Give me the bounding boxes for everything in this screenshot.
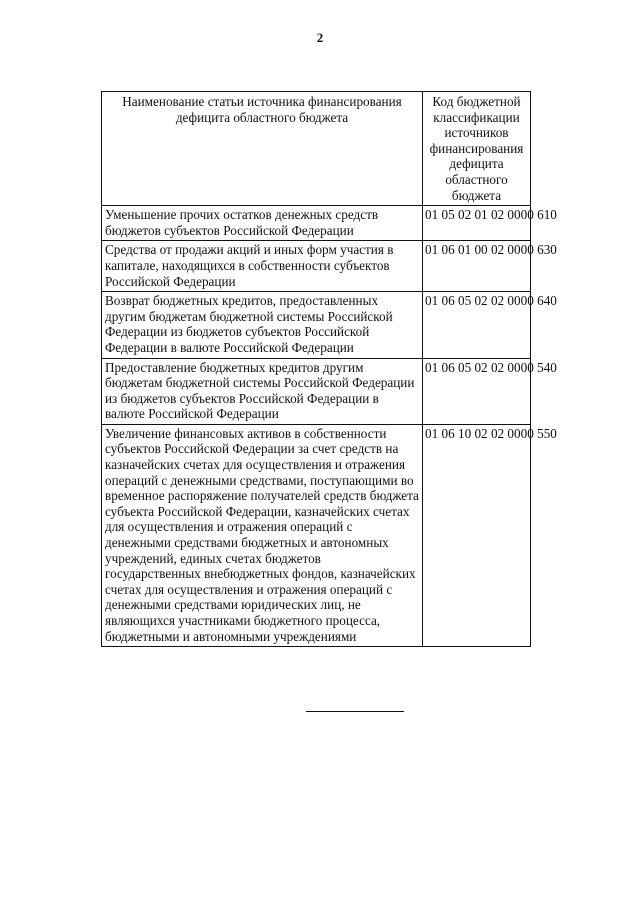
row-code-cell: 01 06 05 02 02 0000 540 xyxy=(423,358,531,424)
row-code-cell: 01 06 05 02 02 0000 640 xyxy=(423,292,531,358)
table-row xyxy=(102,206,531,241)
header-name-column: Наименование статьи источника финансирования дефицита областного бюджета xyxy=(102,92,423,206)
row-name-cell: Увеличение финансовых активов в собственности субъектов Российской Федерации за счет средств на казначейских счетах для осуществления и отражения операций с денежными средствами, поступающими во временное распоряжение получателей средств бюджета субъекта Российской Федерации, казначейских счетах для осуществления и отражения операций с денежными средствами бюджетных и автономных учреждений, единых счетах бюджетов государственных внебюджетных фондов, казначейских счетах для осуществления и отражения операций с денежными средствами юридических лиц, не являющихся участниками бюджетного процесса, бюджетными и автономными учреждениями xyxy=(102,424,423,646)
row-code-cell: 01 05 02 01 02 0000 610 xyxy=(423,206,531,241)
table-header xyxy=(102,92,531,206)
end-of-document-rule xyxy=(306,711,404,712)
page-number: 2 xyxy=(316,30,324,45)
row-code-cell: 01 06 10 02 02 0000 550 xyxy=(423,424,531,646)
table-row xyxy=(102,292,531,358)
table-row xyxy=(102,424,531,646)
header-row xyxy=(102,92,531,206)
row-name-cell: Уменьшение прочих остатков денежных средств бюджетов субъектов Российской Федерации xyxy=(102,206,423,241)
row-name-cell: Предоставление бюджетных кредитов другим бюджетам бюджетной системы Российской Федерации из бюджетов субъектов Российской Федерации в валюте Российской Федерации xyxy=(102,358,423,424)
header-code-column: Код бюджетной классификации источников финансирования дефицита областного бюджета xyxy=(423,92,531,206)
row-name-cell: Средства от продажи акций и иных форм участия в капитале, находящихся в собственности субъектов Российской Федерации xyxy=(102,241,423,292)
budget-deficit-sources-table xyxy=(101,91,557,647)
table-row xyxy=(102,358,531,424)
table-row xyxy=(102,241,531,292)
row-code-cell: 01 06 01 00 02 0000 630 xyxy=(423,241,531,292)
table-body xyxy=(102,206,557,647)
row-name-cell: Возврат бюджетных кредитов, предоставленных другим бюджетам бюджетной системы Российской Федерации из бюджетов субъектов Российской Федерации в валюте Российской Федерации xyxy=(102,292,423,358)
